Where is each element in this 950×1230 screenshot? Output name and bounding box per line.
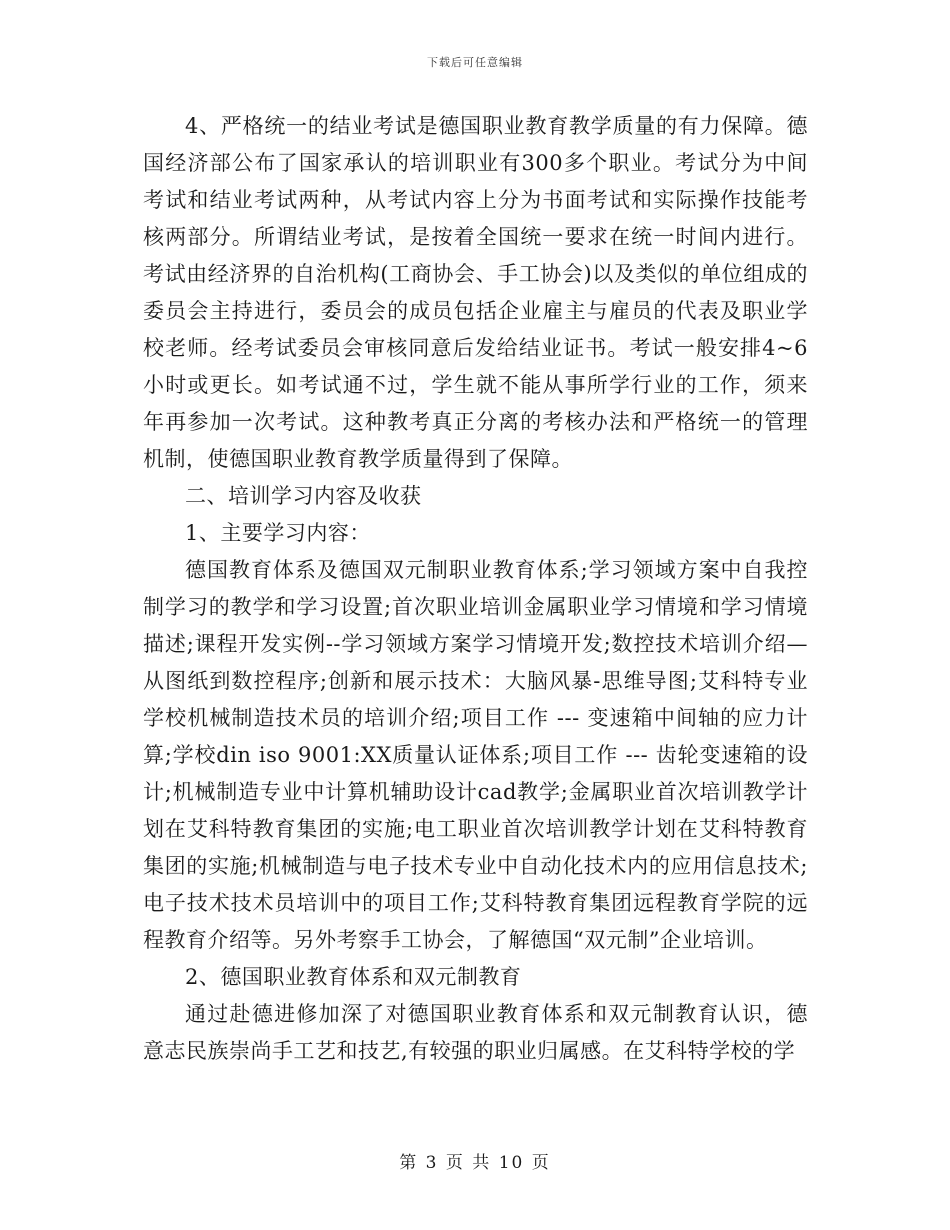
header-note: 下载后可任意编辑 bbox=[427, 56, 523, 69]
paragraph-dual-system-intro: 通过赴德进修加深了对德国职业教育体系和双元制教育认识，德意志民族崇尚手工艺和技艺,有较强的职业归属感。在艾科特学校的学 bbox=[143, 1002, 808, 1063]
paragraph-exam-system: 4、严格统一的结业考试是德国职业教育教学质量的有力保障。德国经济部公布了国家承认的培训职业有300多个职业。考试分为中间考试和结业考试两种，从考试内容上分为书面考试和实际操作技能考核两部分。所谓结业考试，是按着全国统一要求在统一时间内进行。考试由经济界的自治机构(工商协会、手工协会)以及类似的单位组成的委员会主持进行，委员会的成员包括企业雇主与雇员的代表及职业学校老师。经考试委员会审核同意后发给结业证书。考试一般安排4~6小时或更长。如考试通不过，学生就不能从事所学行业的工作，须来年再参加一次考试。这种教考真正分离的考核办法和严格统一的管理机制，使德国职业教育教学质量得到了保障。 bbox=[143, 114, 808, 471]
subsection-heading-main-content: 1、主要学习内容： bbox=[185, 521, 371, 545]
page-number: 第 3 页 共 10 页 bbox=[399, 1153, 551, 1173]
subsection-heading-dual-system: 2、德国职业教育体系和双元制教育 bbox=[185, 965, 522, 989]
section-heading-training-content: 二、培训学习内容及收获 bbox=[185, 484, 422, 508]
document-body bbox=[143, 108, 808, 1070]
paragraph-course-list: 德国教育体系及德国双元制职业教育体系;学习领域方案中自我控制学习的教学和学习设置;首次职业培训金属职业学习情境和学习情境描述;课程开发实例--学习领域方案学习情境开发;数控技术培训介绍—从图纸到数控程序;创新和展示技术：大脑风暴-思维导图;艾科特专业学校机械制造技术员的培训介绍;项目工作 --- 变速箱中间轴的应力计算;学校din iso 9001:XX质量认证体系;项目工作 --- 齿轮变速箱的设计;机械制造专业中计算机辅助设计cad教学;金属职业首次培训教学计划在艾科特教育集团的实施;电工职业首次培训教学计划在艾科特教育集团的实施;机械制造与电子技术专业中自动化技术内的应用信息技术;电子技术技术员培训中的项目工作;艾科特教育集团远程教育学院的远程教育介绍等。另外考察手工协会，了解德国“双元制”企业培训。 bbox=[143, 558, 808, 952]
